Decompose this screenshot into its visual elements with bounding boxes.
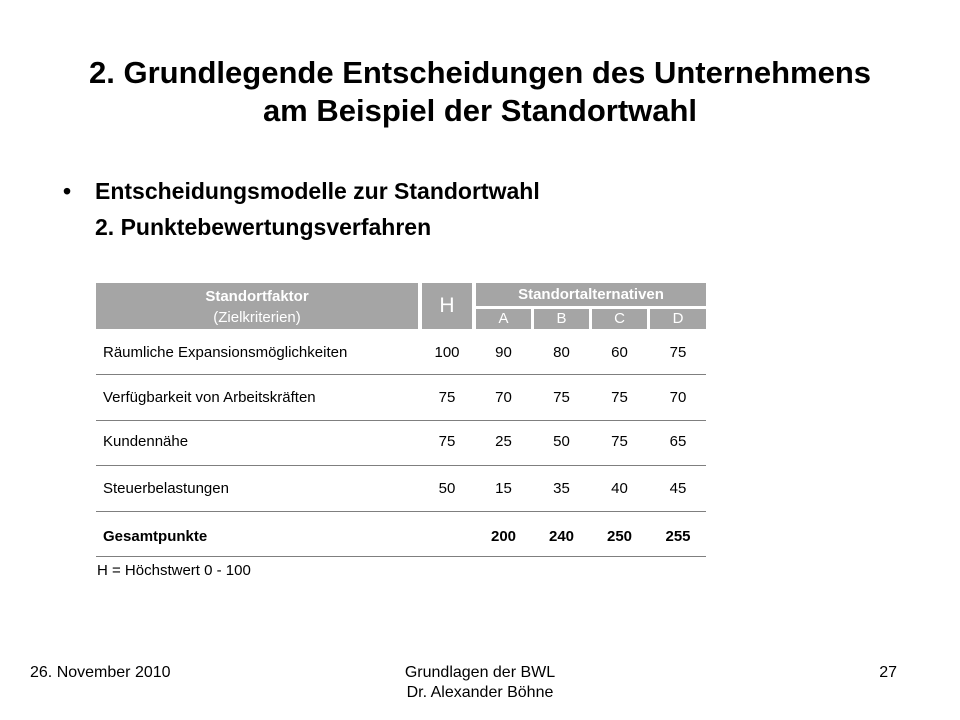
bullet-text: Entscheidungsmodelle zur Standortwahl bbox=[95, 178, 540, 204]
header-alt-A: A bbox=[476, 309, 531, 329]
header-factor-subtitle: (Zielkriterien) bbox=[213, 309, 301, 326]
row-3-factor: Kundennähe bbox=[103, 433, 189, 450]
row-1-c: 60 bbox=[611, 344, 628, 361]
row-3-d: 65 bbox=[669, 433, 687, 450]
row-3-b: 50 bbox=[553, 433, 570, 450]
row-2-a: 70 bbox=[495, 389, 512, 406]
bullet-dot-icon: • bbox=[63, 178, 72, 204]
row-divider bbox=[96, 420, 706, 421]
header-weight-cell: H bbox=[422, 283, 472, 329]
row-4-b: 35 bbox=[553, 480, 570, 497]
header-factor-title: Standortfaktor bbox=[205, 288, 309, 305]
row-4-factor: Steuerbelastungen bbox=[103, 480, 229, 497]
row-1-h: 100 bbox=[434, 344, 460, 361]
row-3-c: 75 bbox=[611, 433, 628, 450]
row-divider bbox=[96, 511, 706, 512]
table-note: H = Höchstwert 0 - 100 bbox=[97, 562, 251, 579]
row-3-h: 75 bbox=[438, 433, 456, 450]
row-2-d: 70 bbox=[669, 389, 687, 406]
row-4-c: 40 bbox=[611, 480, 628, 497]
subheading: 2. Punktebewertungsverfahren bbox=[95, 214, 432, 240]
total-c: 250 bbox=[606, 528, 633, 545]
header-alt-C: C bbox=[592, 309, 647, 329]
page-number: 27 bbox=[879, 664, 897, 681]
footer-center bbox=[340, 663, 620, 703]
header-alt-D: D bbox=[650, 309, 706, 329]
row-4-a: 15 bbox=[495, 480, 512, 497]
row-2-h: 75 bbox=[438, 389, 456, 406]
row-4-h: 50 bbox=[438, 480, 456, 497]
total-b: 240 bbox=[548, 528, 575, 545]
footer-course: Grundlagen der BWL bbox=[404, 664, 556, 681]
total-label: Gesamtpunkte bbox=[103, 528, 208, 545]
table-bottom-rule bbox=[96, 556, 706, 557]
title-line-1: 2. Grundlegende Entscheidungen des Unternehmens bbox=[88, 55, 872, 90]
row-2-c: 75 bbox=[611, 389, 628, 406]
footer-author: Dr. Alexander Böhne bbox=[406, 684, 554, 701]
row-2-factor: Verfügbarkeit von Arbeitskräften bbox=[103, 389, 316, 406]
row-1-a: 90 bbox=[495, 344, 512, 361]
row-2-b: 75 bbox=[553, 389, 570, 406]
row-divider bbox=[96, 465, 706, 466]
slide-title bbox=[40, 54, 920, 130]
total-d: 255 bbox=[665, 528, 691, 545]
row-1-b: 80 bbox=[553, 344, 570, 361]
header-alt-B: B bbox=[534, 309, 589, 329]
header-alternatives-cell: Standortalternativen bbox=[476, 283, 706, 306]
row-1-factor: Räumliche Expansionsmöglichkeiten bbox=[103, 344, 348, 361]
row-4-d: 45 bbox=[669, 480, 687, 497]
title-line-2: am Beispiel der Standortwahl bbox=[262, 93, 698, 128]
row-3-a: 25 bbox=[495, 433, 512, 450]
row-1-d: 75 bbox=[669, 344, 687, 361]
row-divider bbox=[96, 374, 706, 375]
total-a: 200 bbox=[490, 528, 517, 545]
footer-date: 26. November 2010 bbox=[30, 664, 171, 681]
